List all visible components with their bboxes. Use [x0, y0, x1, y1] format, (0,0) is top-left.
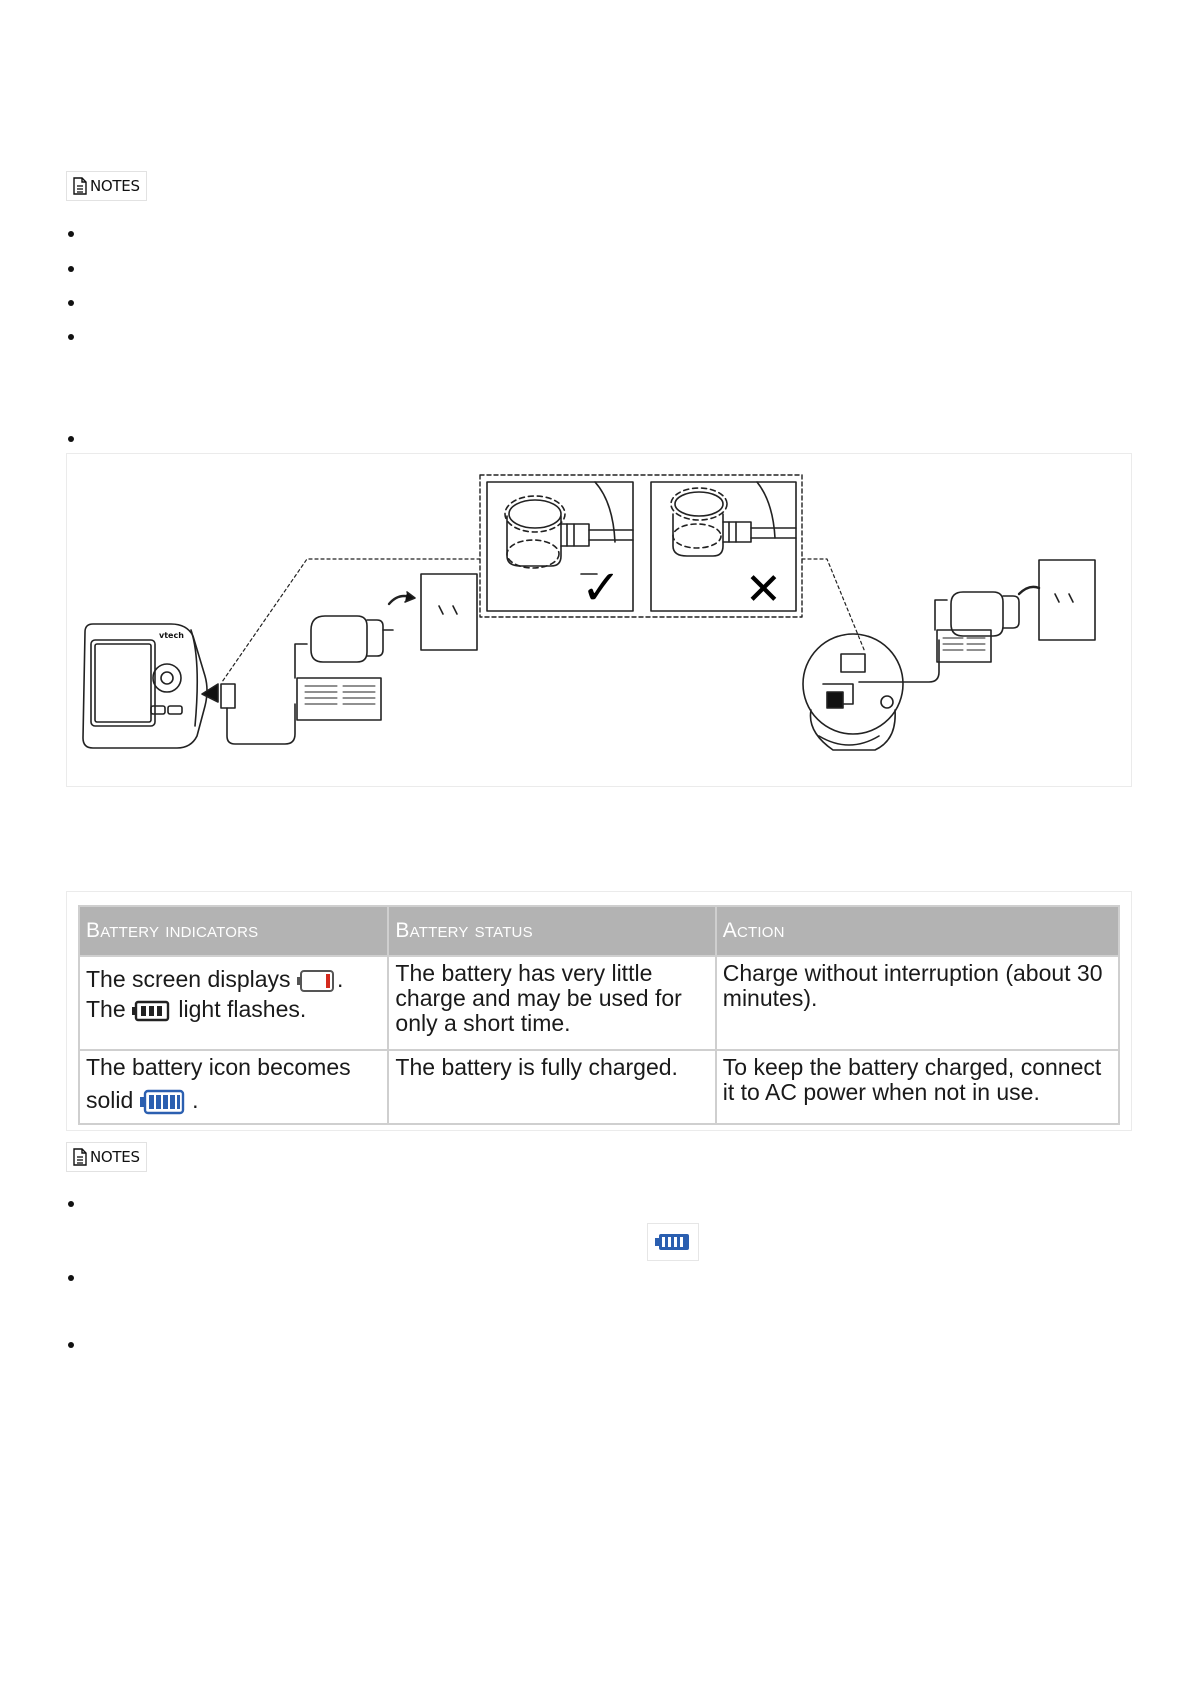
status-cell: The battery is fully charged. — [388, 1050, 715, 1124]
indicator-text: light flashes. — [178, 995, 307, 1022]
indicator-text: The — [86, 995, 126, 1022]
list-bullet — [68, 1201, 74, 1207]
document-icon — [72, 177, 88, 195]
list-bullet — [68, 1342, 74, 1348]
low-battery-icon — [297, 969, 337, 993]
indicator-cell — [79, 1050, 388, 1124]
power-connection-figure — [66, 453, 1132, 787]
list-bullet — [68, 334, 74, 340]
header-action: Action — [716, 906, 1119, 956]
list-bullet — [68, 266, 74, 272]
notes-label-bottom: NOTES — [90, 1148, 140, 1166]
table-row — [79, 956, 1119, 1050]
action-cell: To keep the battery charged, connect it to AC power when not in use. — [716, 1050, 1119, 1124]
list-bullet — [68, 1275, 74, 1281]
full-battery-icon-inline — [647, 1223, 699, 1261]
table-row — [79, 1050, 1119, 1124]
indicator-text: . — [192, 1087, 199, 1113]
battery-table-container — [66, 891, 1132, 1131]
notes-label-top: NOTES — [90, 177, 140, 195]
list-bullet — [68, 436, 74, 442]
incorrect-mark-icon: ✕ — [745, 564, 782, 615]
indicator-cell — [79, 956, 388, 1050]
document-icon — [72, 1148, 88, 1166]
status-cell: The battery has very little charge and may be used for only a short time. — [388, 956, 715, 1050]
list-bullet — [68, 300, 74, 306]
table-header-row — [79, 906, 1119, 956]
indicator-text: The battery icon becomes — [86, 1054, 351, 1080]
indicator-text: solid — [86, 1087, 134, 1113]
action-cell: Charge without interruption (about 30 minutes). — [716, 956, 1119, 1050]
notes-badge-bottom — [66, 1142, 147, 1172]
indicator-text: The screen displays — [86, 966, 291, 992]
battery-light-icon — [132, 1000, 172, 1022]
full-battery-icon — [140, 1089, 186, 1115]
header-battery-indicators: Battery indicators — [79, 906, 388, 956]
correct-mark-icon: ✓ — [581, 560, 622, 616]
notes-badge-top — [66, 171, 147, 201]
brand-label: vtech — [159, 631, 184, 640]
header-battery-status: Battery status — [388, 906, 715, 956]
list-bullet — [68, 231, 74, 237]
power-adapter-illustration — [67, 454, 1131, 786]
full-battery-icon — [655, 1232, 691, 1252]
indicator-text: . — [336, 966, 344, 992]
battery-table — [78, 905, 1120, 1125]
